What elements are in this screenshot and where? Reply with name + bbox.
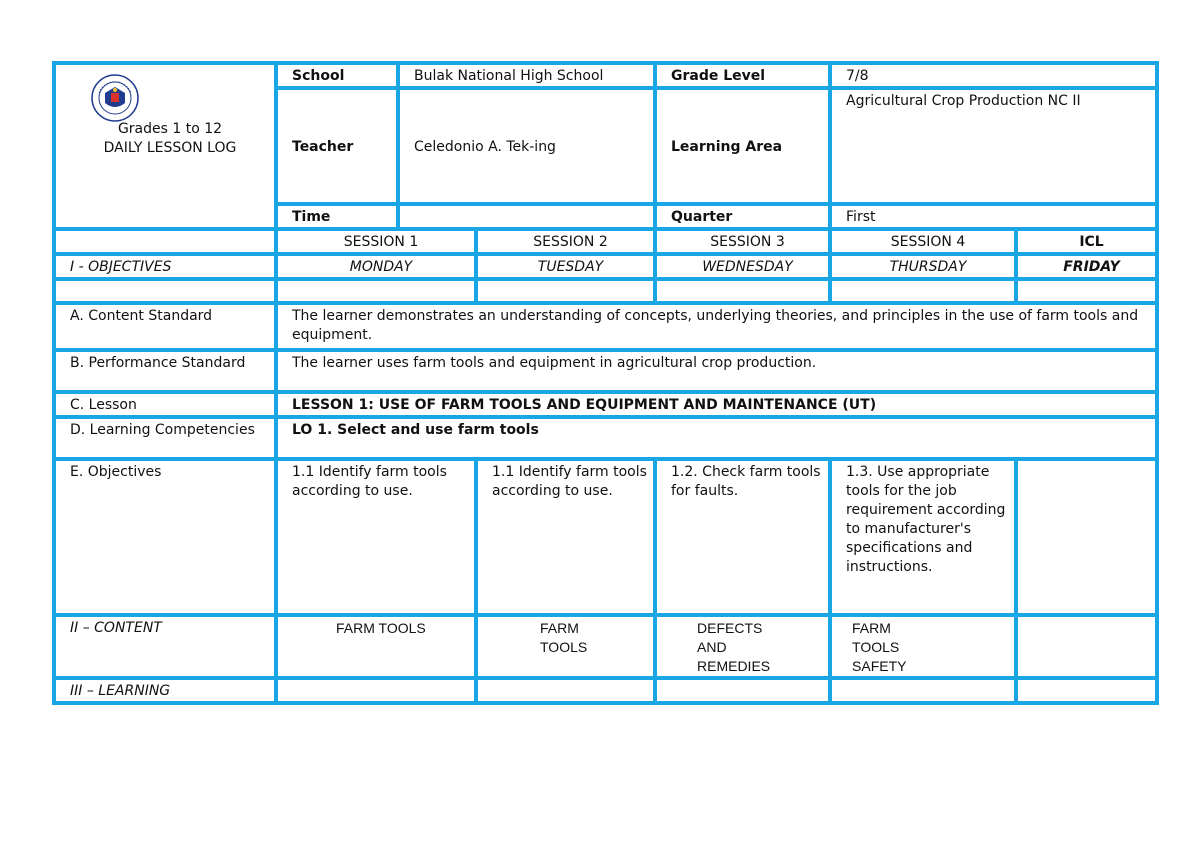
blank-cell: [655, 279, 830, 303]
day-monday: MONDAY: [276, 254, 476, 279]
content-session-4: FARM TOOLS SAFETY: [830, 615, 1016, 678]
day-wednesday: WEDNESDAY: [655, 254, 830, 279]
blank-cell: [1016, 279, 1157, 303]
session-1-header: SESSION 1: [276, 229, 476, 254]
grade-level-value: 7/8: [830, 63, 1157, 88]
learning-area-value: Agricultural Crop Production NC II: [830, 88, 1157, 204]
teacher-value: Celedonio A. Tek-ing: [398, 88, 655, 204]
day-thursday: THURSDAY: [830, 254, 1016, 279]
learning-competencies-label: D. Learning Competencies: [54, 417, 276, 459]
blank-cell: [54, 279, 276, 303]
content-icl: [1016, 615, 1157, 678]
content-session-2: FARM TOOLS: [476, 615, 655, 678]
content-standard-value: The learner demonstrates an understanding of concepts, underlying theories, and principles in the use of farm tools and equipment.: [276, 303, 1157, 350]
time-label: Time: [276, 204, 398, 229]
blank-cell: [276, 678, 476, 703]
lesson-log-table: [52, 61, 1159, 705]
daily-lesson-log-sheet: [52, 61, 1155, 702]
lesson-value: LESSON 1: USE OF FARM TOOLS AND EQUIPMENT AND MAINTENANCE (UT): [276, 392, 1157, 417]
blank-cell: [1016, 678, 1157, 703]
log-title-line1: Grades 1 to 12: [117, 121, 223, 137]
objective-session-4: 1.3. Use appropriate tools for the job requirement according to manufacturer's specifications and instructions.: [830, 459, 1016, 615]
blank-cell: [830, 279, 1016, 303]
session-4-header: SESSION 4: [830, 229, 1016, 254]
time-value: [398, 204, 655, 229]
objective-icl: [1016, 459, 1157, 615]
performance-standard-value: The learner uses farm tools and equipment in agricultural crop production.: [276, 350, 1157, 392]
content-standard-label: A. Content Standard: [54, 303, 276, 350]
blank-cell: [655, 678, 830, 703]
session-2-header: SESSION 2: [476, 229, 655, 254]
objectives-e-label: E. Objectives: [54, 459, 276, 615]
teacher-label: Teacher: [276, 88, 398, 204]
logo-cell: [54, 63, 276, 229]
objectives-section-label: I - OBJECTIVES: [54, 254, 276, 279]
blank-cell: [476, 279, 655, 303]
school-value: Bulak National High School: [398, 63, 655, 88]
school-label: School: [276, 63, 398, 88]
quarter-value: First: [830, 204, 1157, 229]
learning-section-label: III – LEARNING: [54, 678, 276, 703]
objective-session-2: 1.1 Identify farm tools according to use.: [476, 459, 655, 615]
blank-cell: [830, 678, 1016, 703]
objective-session-3: 1.2. Check farm tools for faults.: [655, 459, 830, 615]
session-3-header: SESSION 3: [655, 229, 830, 254]
icl-header: ICL: [1016, 229, 1157, 254]
day-friday: FRIDAY: [1016, 254, 1157, 279]
objective-session-1: 1.1 Identify farm tools according to use.: [276, 459, 476, 615]
content-section-label: II – CONTENT: [54, 615, 276, 678]
blank-cell: [476, 678, 655, 703]
learning-competencies-value: LO 1. Select and use farm tools: [276, 417, 1157, 459]
grade-level-label: Grade Level: [655, 63, 830, 88]
lesson-label: C. Lesson: [54, 392, 276, 417]
log-title-line2: DAILY LESSON LOG: [103, 140, 237, 156]
deped-seal-icon: [90, 73, 140, 123]
content-session-1: FARM TOOLS: [276, 615, 476, 678]
blank-cell: [276, 279, 476, 303]
session-blank-cell: [54, 229, 276, 254]
learning-area-label: Learning Area: [655, 88, 830, 204]
performance-standard-label: B. Performance Standard: [54, 350, 276, 392]
content-session-3: DEFECTS AND REMEDIES: [655, 615, 830, 678]
day-tuesday: TUESDAY: [476, 254, 655, 279]
quarter-label: Quarter: [655, 204, 830, 229]
